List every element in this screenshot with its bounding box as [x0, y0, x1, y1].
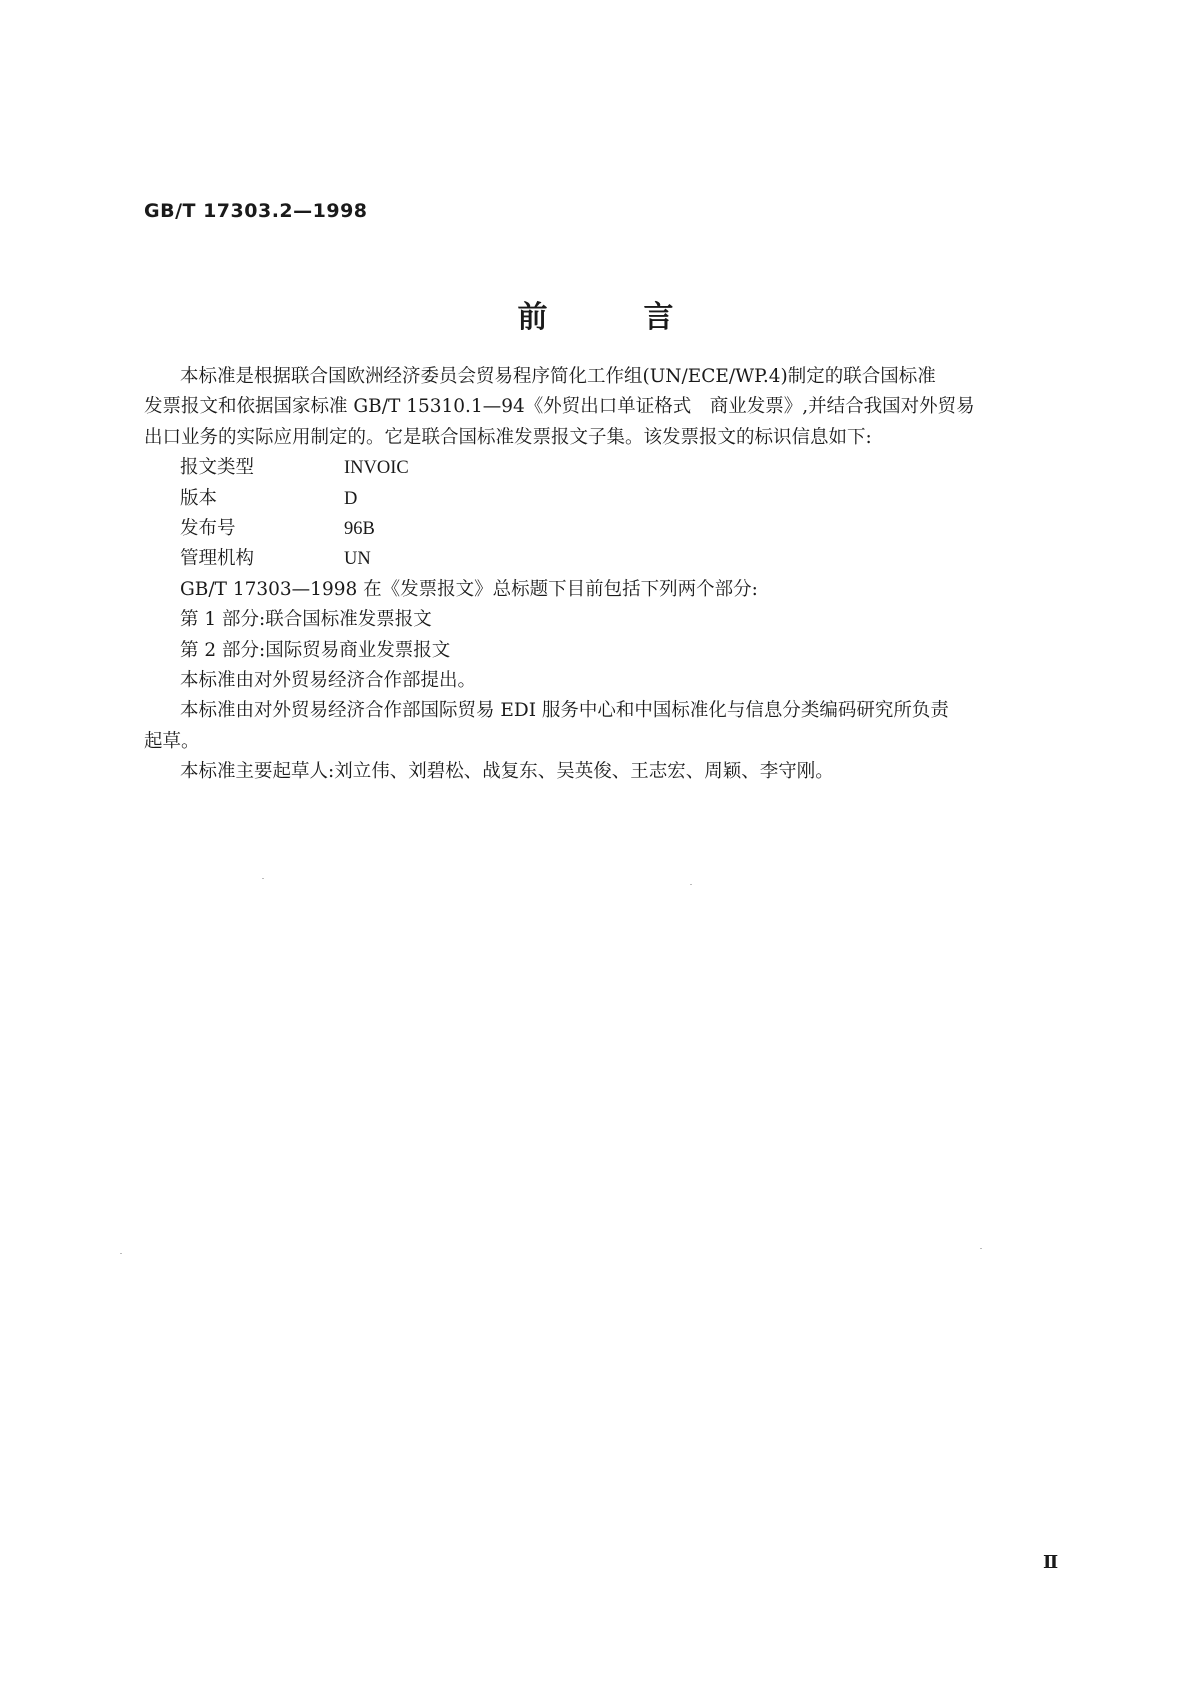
scan-speck	[690, 884, 692, 885]
identifier-key: 管理机构	[180, 548, 255, 570]
identifier-value: D	[344, 488, 358, 509]
identifier-row	[180, 514, 1060, 544]
title-char-right: 言	[643, 300, 674, 335]
identifier-row	[180, 544, 1060, 574]
identifier-list	[180, 453, 1060, 575]
scan-speck	[980, 1248, 982, 1249]
identifier-row	[180, 484, 1060, 514]
identifier-value: 96B	[344, 519, 375, 539]
part-item-1: 第 1 部分:联合国标准发票报文	[180, 609, 432, 631]
drafting-org-line-1: 本标准由对外贸易经济合作部国际贸易 EDI 服务中心和中国标准化与信息分类编码研究所负责	[180, 700, 949, 722]
drafting-org-line-2: 起草。	[144, 730, 200, 752]
proposer-statement: 本标准由对外贸易经济合作部提出。	[180, 670, 477, 691]
identifier-value: INVOIC	[344, 458, 409, 479]
identifier-key: 版本	[180, 487, 218, 509]
scan-speck	[120, 1253, 122, 1254]
identifier-row	[180, 453, 1060, 483]
identifier-value: UN	[344, 549, 371, 570]
intro-line-2: 发票报文和依据国家标准 GB/T 15310.1—94《外贸出口单证格式 商业发票》,并结合我国对外贸易	[144, 396, 975, 418]
foreword-body	[144, 362, 1060, 788]
intro-paragraph	[144, 362, 1060, 453]
identifier-key: 发布号	[180, 518, 236, 539]
intro-line-3: 出口业务的实际应用制定的。它是联合国标准发票报文子集。该发票报文的标识信息如下:	[144, 426, 872, 448]
part-item-2: 第 2 部分:国际贸易商业发票报文	[180, 639, 451, 661]
drafting-org-paragraph	[144, 696, 1060, 757]
standard-code: GB/T 17303.2—1998	[144, 200, 368, 222]
scan-speck	[262, 878, 264, 879]
identifier-key: 报文类型	[180, 457, 255, 479]
page-title	[0, 292, 1191, 336]
title-char-left: 前	[517, 300, 548, 335]
drafters-statement: 本标准主要起草人:刘立伟、刘碧松、战复东、吴英俊、王志宏、周颖、李守刚。	[180, 761, 834, 783]
intro-line-1: 本标准是根据联合国欧洲经济委员会贸易程序简化工作组(UN/ECE/WP.4)制定的联合国标准	[180, 366, 936, 387]
parts-intro: GB/T 17303—1998 在《发票报文》总标题下目前包括下列两个部分:	[180, 578, 758, 600]
page-number: Ⅱ	[1043, 1552, 1059, 1572]
